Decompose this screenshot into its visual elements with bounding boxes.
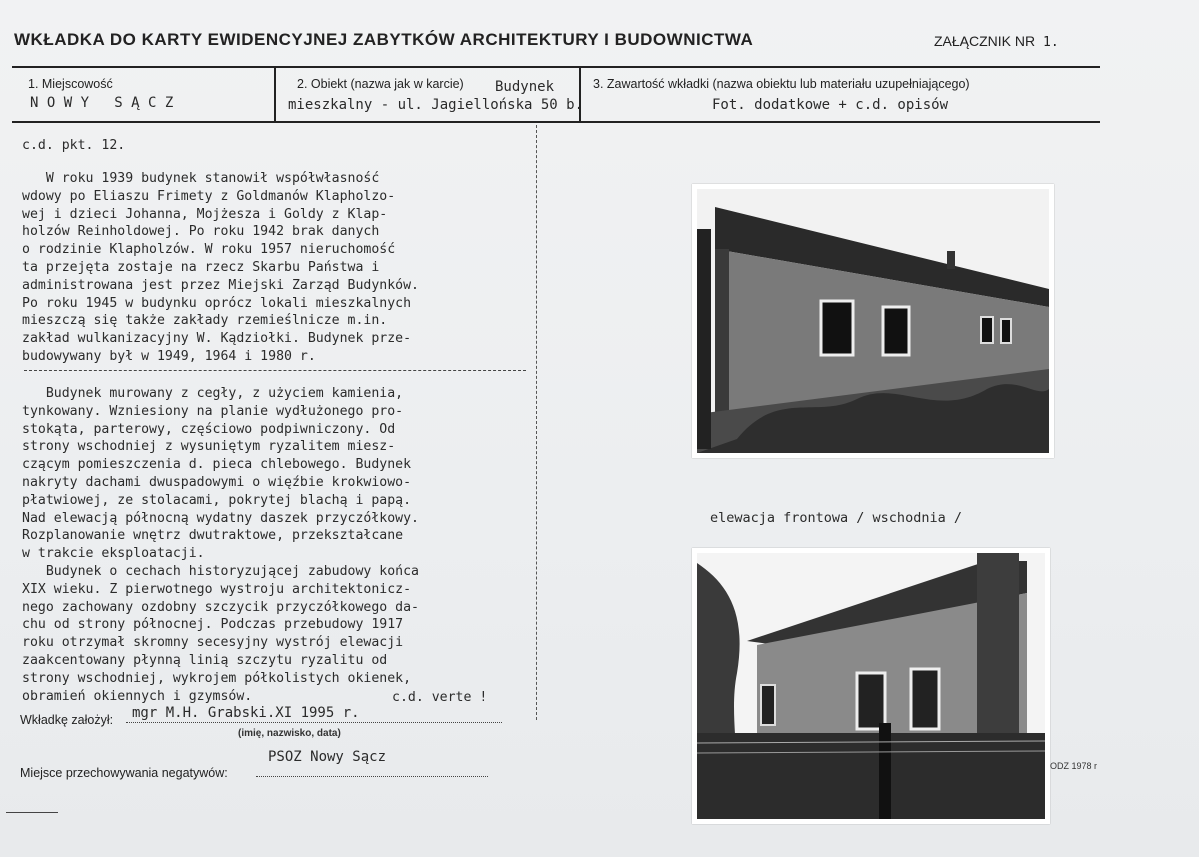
- text-margin-line: [536, 125, 537, 720]
- text-line: W roku 1939 budynek stanowił współwłasność: [22, 171, 380, 186]
- photo-east-elevation: [692, 548, 1050, 824]
- text-line: strony wschodniej z wysuniętym ryzalitem miesz-: [22, 439, 396, 455]
- section-heading: c.d. pkt. 12.: [22, 138, 126, 153]
- text-line: Nad elewacją północną wydatny daszek przyczółkowy.: [22, 510, 419, 526]
- text-line: Po roku 1945 w budynku oprócz lokali mieszkalnych: [22, 295, 412, 311]
- locality-label: 1. Miejscowość: [28, 77, 113, 91]
- annex-label-text: ZAŁĄCZNIK NR: [934, 33, 1036, 49]
- house-photo-2: [697, 553, 1045, 819]
- text-line: nego zachowany ozdobny szczycik przyczółkowego da-: [22, 599, 419, 615]
- bottom-margin-dash: [6, 812, 58, 813]
- text-line: budowywany był w 1949, 1964 i 1980 r.: [22, 349, 316, 364]
- text-line: czącym pomieszczenia d. pieca chlebowego. Budynek: [22, 457, 412, 473]
- text-line: o rodzinie Klapholzów. W roku 1957 nieruchomość: [22, 242, 396, 258]
- author-label: Wkładkę założył:: [20, 713, 114, 727]
- text-line: zakład wulkanizacyjny W. Kądziołki. Budynek prze-: [22, 331, 412, 347]
- text-line: administrowana jest przez Miejski Zarząd Budynków.: [22, 277, 419, 293]
- text-line: mieszczą się także zakłady rzemieślnicze m.in.: [22, 313, 388, 329]
- contents-label: 3. Zawartość wkładki (nazwa obiektu lub materiału uzupełniającego): [593, 77, 970, 91]
- storage-label: Miejsce przechowywania negatywów:: [20, 766, 228, 780]
- storage-dotted-line: [256, 776, 488, 777]
- print-mark: ODZ 1978 r: [1050, 761, 1098, 771]
- text-line: zaakcentowany płynną linią szczytu ryzalitu od: [22, 653, 388, 668]
- house-photo-1: [697, 189, 1049, 453]
- header-rule-top: [12, 66, 1100, 68]
- text-line: Budynek o cechach historyzującej zabudowy końca: [22, 564, 419, 579]
- text-line: Budynek murowany z cegły, z użyciem kamienia,: [22, 386, 404, 401]
- text-line: tynkowany. Wzniesiony na planie wydłużonego pro-: [22, 403, 404, 419]
- author-hint: (imię, nazwisko, data): [238, 728, 341, 739]
- text-line: nakryty dachami dwuspadowymi o więźbie krokwiowo-: [22, 475, 412, 490]
- text-line: obramień okiennych i gzymsów.: [22, 688, 253, 704]
- photo-front-elevation: [692, 184, 1054, 458]
- author-dotted-line: [126, 722, 502, 723]
- text-line: w trakcie eksploatacji.: [22, 546, 205, 562]
- object-value-b: mieszkalny - ul. Jagiellońska 50 b.: [288, 97, 584, 113]
- field-divider-2: [579, 66, 581, 123]
- annex-label: [934, 33, 1059, 50]
- field-divider-1: [274, 66, 276, 123]
- photo-caption: elewacja frontowa / wschodnia /: [710, 510, 962, 526]
- author-value: mgr M.H. Grabski.XI 1995 r.: [132, 705, 360, 721]
- header-rule-bottom: [12, 121, 1100, 123]
- continued-note: c.d. verte !: [392, 690, 488, 705]
- object-label: 2. Obiekt (nazwa jak w karcie): [297, 77, 464, 91]
- locality-value: N O W Y S Ą C Z: [30, 95, 174, 111]
- object-value-a: Budynek: [495, 79, 555, 95]
- text-line: XIX wieku. Z pierwotnego wystroju architektonicz-: [22, 581, 412, 597]
- text-line: wdowy po Eliaszu Frimety z Goldmanów Klapholzo-: [22, 188, 396, 204]
- text-line: roku otrzymał skromny secesyjny wystrój elewacji: [22, 635, 404, 651]
- storage-value: PSOZ Nowy Sącz: [268, 749, 387, 765]
- text-line: stokąta, parterowy, częściowo podpiwniczony. Od: [22, 421, 396, 437]
- text-line: wej i dzieci Johanna, Mojżesza i Goldy z Klap-: [22, 206, 388, 222]
- text-line: strony wschodniej, wykrojem półkolistych okienek,: [22, 670, 412, 686]
- paragraph-separator: [24, 370, 526, 371]
- text-line: holzów Reinholdowej. Po roku 1942 brak danych: [22, 224, 380, 240]
- form-title: WKŁADKA DO KARTY EWIDENCYJNEJ ZABYTKÓW ARCHITEKTURY I BUDOWNICTWA: [14, 30, 754, 49]
- contents-value: Fot. dodatkowe + c.d. opisów: [712, 97, 949, 113]
- annex-number: 1.: [1043, 35, 1059, 50]
- text-line: Rozplanowanie wnętrz dwutraktowe, przekształcane: [22, 528, 404, 544]
- text-line: płatwiowej, ze stolacami, pokrytej blachą i papą.: [22, 492, 412, 508]
- text-line: chu od strony północnej. Podczas przebudowy 1917: [22, 617, 404, 633]
- text-line: ta przejęta zostaje na rzecz Skarbu Państwa i: [22, 260, 380, 275]
